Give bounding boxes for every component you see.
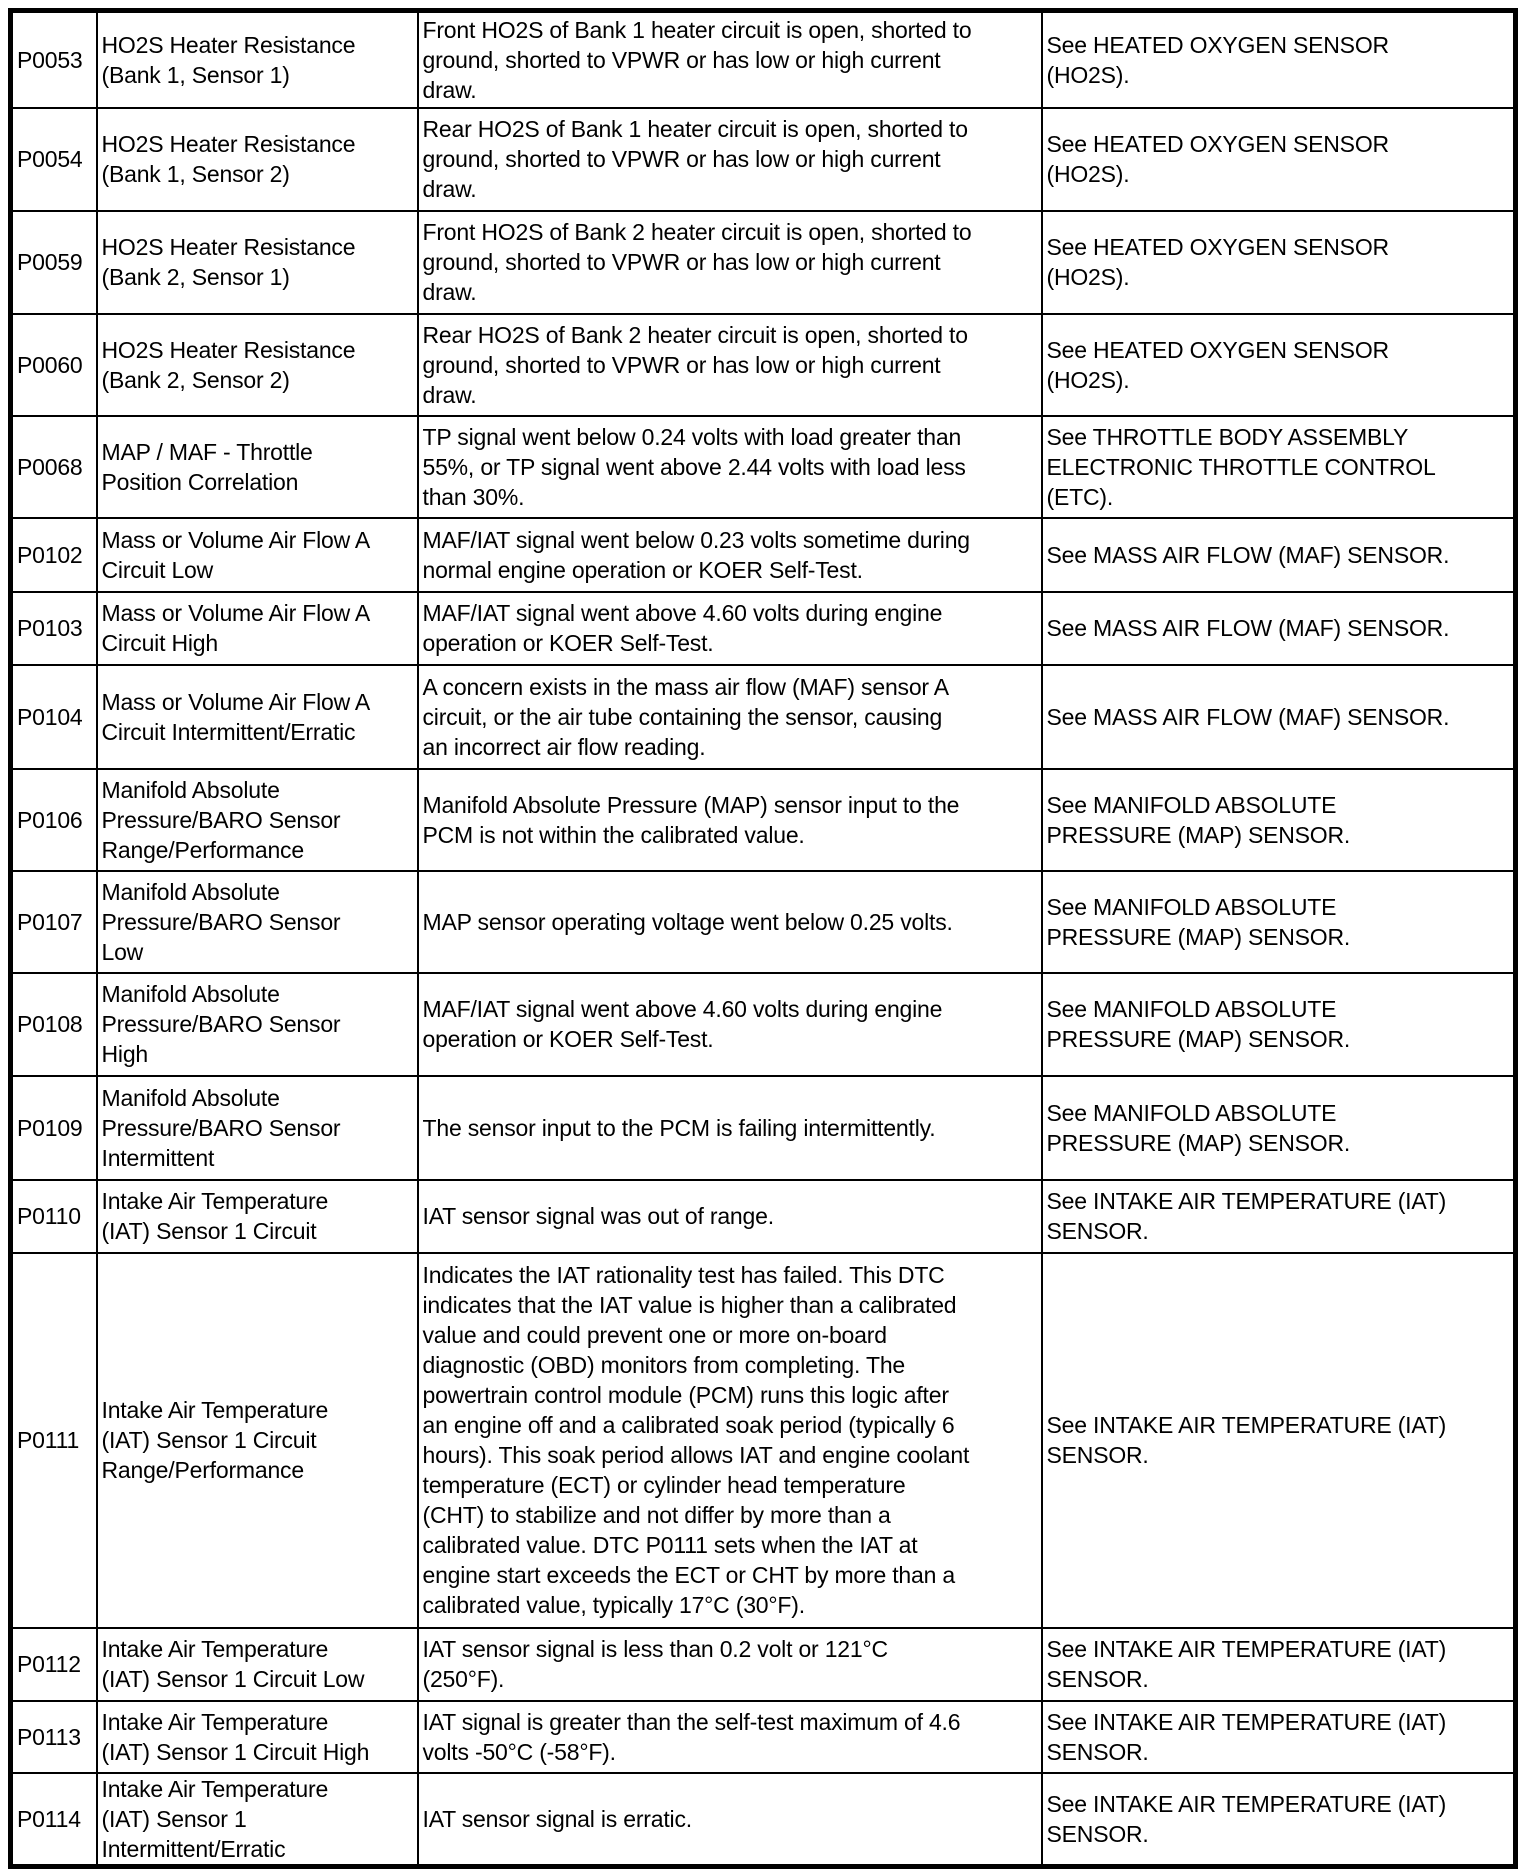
dtc-code: P0107 (11, 871, 97, 973)
dtc-name: MAP / MAF - Throttle Position Correlation (97, 416, 418, 518)
dtc-action: See MASS AIR FLOW (MAF) SENSOR. (1042, 665, 1516, 769)
dtc-code: P0111 (11, 1253, 97, 1628)
dtc-action: See MANIFOLD ABSOLUTE PRESSURE (MAP) SENSOR. (1042, 1076, 1516, 1180)
dtc-name: Manifold Absolute Pressure/BARO Sensor Intermittent (97, 1076, 418, 1180)
table-row (11, 665, 1516, 769)
dtc-code: P0114 (11, 1773, 97, 1867)
table-row (11, 1628, 1516, 1701)
dtc-code: P0110 (11, 1180, 97, 1253)
dtc-name: Intake Air Temperature (IAT) Sensor 1 Circuit High (97, 1701, 418, 1773)
dtc-action: See HEATED OXYGEN SENSOR (HO2S). (1042, 211, 1516, 314)
dtc-action: See INTAKE AIR TEMPERATURE (IAT) SENSOR. (1042, 1773, 1516, 1867)
dtc-description: Indicates the IAT rationality test has failed. This DTC indicates that the IAT value is higher than a calibrated value and could prevent one or more on-board diagnostic (OBD) monitors from completing. The powertrain control module (PCM) runs this logic after an engine off and a calibrated soak period (typically 6 hours). This soak period allows IAT and engine coolant temperature (ECT) or cylinder head temperature (CHT) to stabilize and not differ by more than a calibrated value. DTC P0111 sets when the IAT at engine start exceeds the ECT or CHT by more than a calibrated value, typically 17°C (30°F). (418, 1253, 1042, 1628)
dtc-code: P0109 (11, 1076, 97, 1180)
dtc-name: Intake Air Temperature (IAT) Sensor 1 Circuit Range/Performance (97, 1253, 418, 1628)
table-row (11, 871, 1516, 973)
dtc-description: Rear HO2S of Bank 1 heater circuit is open, shorted to ground, shorted to VPWR or has low or high current draw. (418, 108, 1042, 211)
table-row (11, 1773, 1516, 1867)
dtc-name: Intake Air Temperature (IAT) Sensor 1 Intermittent/Erratic (97, 1773, 418, 1867)
dtc-description: Rear HO2S of Bank 2 heater circuit is open, shorted to ground, shorted to VPWR or has low or high current draw. (418, 314, 1042, 416)
dtc-description: The sensor input to the PCM is failing intermittently. (418, 1076, 1042, 1180)
dtc-code: P0059 (11, 211, 97, 314)
table-row (11, 769, 1516, 871)
dtc-description: A concern exists in the mass air flow (MAF) sensor A circuit, or the air tube containing the sensor, causing an incorrect air flow reading. (418, 665, 1042, 769)
dtc-code: P0102 (11, 518, 97, 592)
dtc-name: HO2S Heater Resistance (Bank 1, Sensor 2) (97, 108, 418, 211)
dtc-code: P0103 (11, 592, 97, 665)
dtc-description: MAF/IAT signal went below 0.23 volts sometime during normal engine operation or KOER Self-Test. (418, 518, 1042, 592)
dtc-name: Manifold Absolute Pressure/BARO Sensor Range/Performance (97, 769, 418, 871)
dtc-action: See MASS AIR FLOW (MAF) SENSOR. (1042, 518, 1516, 592)
dtc-name: Mass or Volume Air Flow A Circuit Low (97, 518, 418, 592)
table-row (11, 1253, 1516, 1628)
dtc-code: P0106 (11, 769, 97, 871)
dtc-code: P0068 (11, 416, 97, 518)
table-row (11, 1076, 1516, 1180)
table-row (11, 314, 1516, 416)
table-row (11, 592, 1516, 665)
table-row (11, 1180, 1516, 1253)
dtc-name: Mass or Volume Air Flow A Circuit Intermittent/Erratic (97, 665, 418, 769)
dtc-action: See THROTTLE BODY ASSEMBLY ELECTRONIC THROTTLE CONTROL (ETC). (1042, 416, 1516, 518)
dtc-description: MAF/IAT signal went above 4.60 volts during engine operation or KOER Self-Test. (418, 973, 1042, 1076)
dtc-name: Mass or Volume Air Flow A Circuit High (97, 592, 418, 665)
dtc-action: See INTAKE AIR TEMPERATURE (IAT) SENSOR. (1042, 1701, 1516, 1773)
dtc-table-body (11, 11, 1516, 1867)
dtc-name: Manifold Absolute Pressure/BARO Sensor High (97, 973, 418, 1076)
dtc-code: P0054 (11, 108, 97, 211)
dtc-name: HO2S Heater Resistance (Bank 2, Sensor 2) (97, 314, 418, 416)
dtc-action: See MANIFOLD ABSOLUTE PRESSURE (MAP) SENSOR. (1042, 973, 1516, 1076)
dtc-description: IAT sensor signal was out of range. (418, 1180, 1042, 1253)
dtc-action: See INTAKE AIR TEMPERATURE (IAT) SENSOR. (1042, 1628, 1516, 1701)
dtc-action: See MASS AIR FLOW (MAF) SENSOR. (1042, 592, 1516, 665)
dtc-code: P0113 (11, 1701, 97, 1773)
table-row (11, 11, 1516, 108)
dtc-action: See HEATED OXYGEN SENSOR (HO2S). (1042, 314, 1516, 416)
dtc-code: P0104 (11, 665, 97, 769)
dtc-code: P0112 (11, 1628, 97, 1701)
dtc-description: IAT signal is greater than the self-test maximum of 4.6 volts -50°C (-58°F). (418, 1701, 1042, 1773)
dtc-name: Intake Air Temperature (IAT) Sensor 1 Circuit (97, 1180, 418, 1253)
dtc-code: P0060 (11, 314, 97, 416)
table-row (11, 211, 1516, 314)
dtc-action: See HEATED OXYGEN SENSOR (HO2S). (1042, 108, 1516, 211)
dtc-description: Front HO2S of Bank 2 heater circuit is open, shorted to ground, shorted to VPWR or has low or high current draw. (418, 211, 1042, 314)
dtc-name: HO2S Heater Resistance (Bank 2, Sensor 1) (97, 211, 418, 314)
dtc-action: See MANIFOLD ABSOLUTE PRESSURE (MAP) SENSOR. (1042, 769, 1516, 871)
dtc-name: HO2S Heater Resistance (Bank 1, Sensor 1) (97, 11, 418, 108)
dtc-description: MAF/IAT signal went above 4.60 volts during engine operation or KOER Self-Test. (418, 592, 1042, 665)
dtc-description: IAT sensor signal is erratic. (418, 1773, 1042, 1867)
table-row (11, 518, 1516, 592)
dtc-description: Front HO2S of Bank 1 heater circuit is open, shorted to ground, shorted to VPWR or has low or high current draw. (418, 11, 1042, 108)
table-row (11, 1701, 1516, 1773)
dtc-code: P0108 (11, 973, 97, 1076)
dtc-description: IAT sensor signal is less than 0.2 volt or 121°C (250°F). (418, 1628, 1042, 1701)
table-row (11, 973, 1516, 1076)
dtc-name: Manifold Absolute Pressure/BARO Sensor Low (97, 871, 418, 973)
dtc-name: Intake Air Temperature (IAT) Sensor 1 Circuit Low (97, 1628, 418, 1701)
dtc-action: See HEATED OXYGEN SENSOR (HO2S). (1042, 11, 1516, 108)
dtc-description: MAP sensor operating voltage went below 0.25 volts. (418, 871, 1042, 973)
table-row (11, 416, 1516, 518)
dtc-table (8, 8, 1518, 1869)
table-row (11, 108, 1516, 211)
dtc-action: See INTAKE AIR TEMPERATURE (IAT) SENSOR. (1042, 1253, 1516, 1628)
dtc-code: P0053 (11, 11, 97, 108)
dtc-action: See MANIFOLD ABSOLUTE PRESSURE (MAP) SENSOR. (1042, 871, 1516, 973)
dtc-description: Manifold Absolute Pressure (MAP) sensor input to the PCM is not within the calibrated value. (418, 769, 1042, 871)
dtc-action: See INTAKE AIR TEMPERATURE (IAT) SENSOR. (1042, 1180, 1516, 1253)
dtc-description: TP signal went below 0.24 volts with load greater than 55%, or TP signal went above 2.44 volts with load less than 30%. (418, 416, 1042, 518)
